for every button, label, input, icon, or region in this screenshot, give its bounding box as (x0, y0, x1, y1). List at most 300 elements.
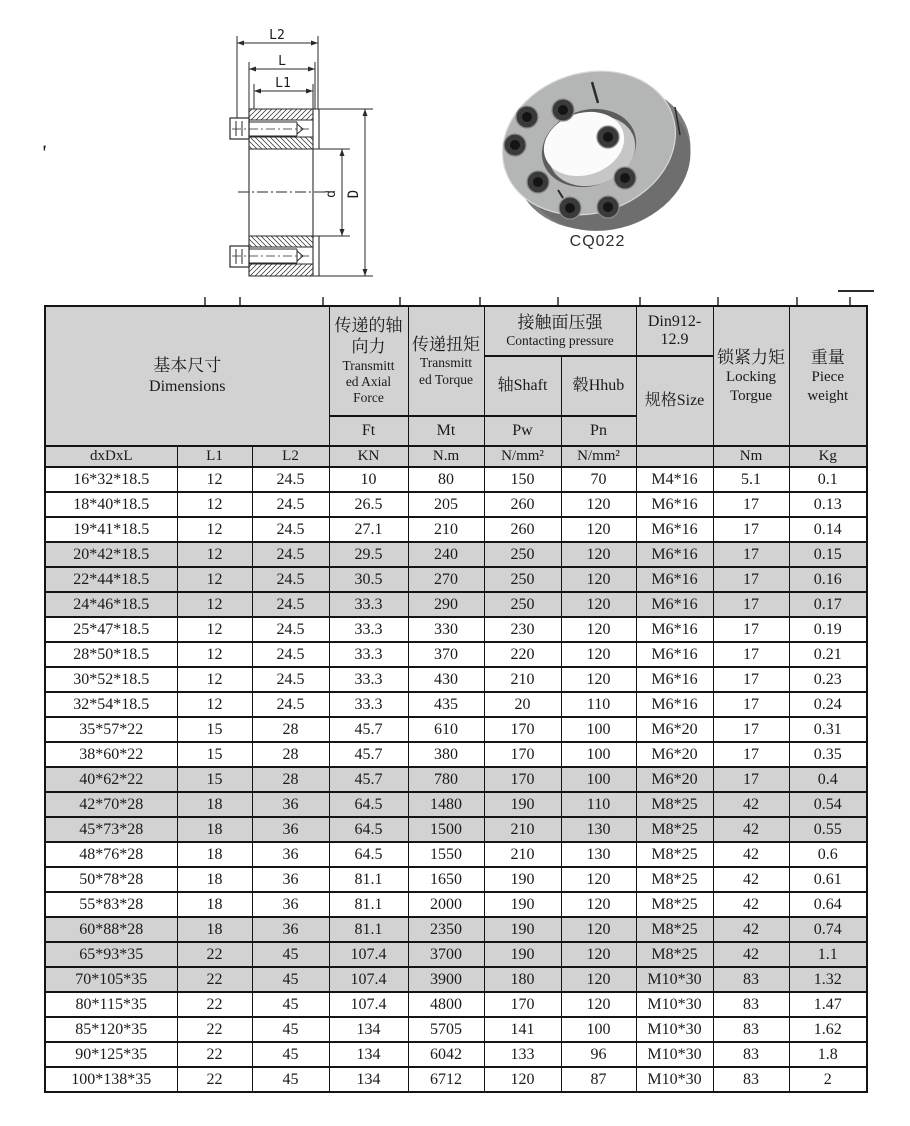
table-cell: 29.5 (329, 542, 408, 567)
table-cell: 45 (252, 1042, 329, 1067)
table-cell: 45.7 (329, 767, 408, 792)
header-screw-standard (636, 306, 713, 356)
table-cell: 85*120*35 (45, 1017, 177, 1042)
header-torque-en1: Transmitt (419, 355, 473, 371)
unit-kn: KN (329, 446, 408, 467)
table-cell: M10*30 (636, 1042, 713, 1067)
table-cell: 430 (408, 667, 484, 692)
table-row (45, 1067, 867, 1092)
table-cell: 24.5 (252, 467, 329, 492)
table-cell: 16*32*18.5 (45, 467, 177, 492)
table-cell: M6*20 (636, 717, 713, 742)
table-cell: 40*62*22 (45, 767, 177, 792)
table-cell: 100 (561, 1017, 636, 1042)
header-contact-pressure (484, 306, 636, 356)
table-cell: 64.5 (329, 792, 408, 817)
table-cell: 1550 (408, 842, 484, 867)
dim-label-D: D (346, 189, 362, 199)
table-cell: 24.5 (252, 667, 329, 692)
table-cell: 42 (713, 842, 789, 867)
table-cell: M8*25 (636, 942, 713, 967)
table-cell: 45 (252, 942, 329, 967)
table-cell: 12 (177, 617, 252, 642)
table-cell: 0.15 (789, 542, 867, 567)
table-row (45, 1042, 867, 1067)
table-row (45, 742, 867, 767)
table-cell: 100 (561, 717, 636, 742)
product-photo (490, 55, 705, 255)
table-cell: 28 (252, 742, 329, 767)
table-cell: 1500 (408, 817, 484, 842)
table-cell: 270 (408, 567, 484, 592)
table-cell: M6*16 (636, 692, 713, 717)
table-cell: M8*25 (636, 867, 713, 892)
table-cell: 60*88*28 (45, 917, 177, 942)
table-cell: 83 (713, 1042, 789, 1067)
table-cell: 12 (177, 592, 252, 617)
table-cell: 120 (484, 1067, 561, 1092)
table-cell: 19*41*18.5 (45, 517, 177, 542)
table-cell: 64.5 (329, 842, 408, 867)
table-cell: 24.5 (252, 617, 329, 642)
table-cell: 22 (177, 1017, 252, 1042)
table-cell: 220 (484, 642, 561, 667)
header-shaft-label: 轴Shaft (497, 377, 548, 394)
table-cell: 33.3 (329, 667, 408, 692)
table-cell: M6*16 (636, 567, 713, 592)
table-cell: 17 (713, 492, 789, 517)
header-axial-en1: Transmitt (342, 357, 395, 373)
header-locking-zh: 锁紧力矩 (717, 348, 786, 368)
table-cell: 3700 (408, 942, 484, 967)
dim-label-l2: L2 (269, 28, 285, 43)
table-cell: 0.31 (789, 717, 867, 742)
table-cell: 380 (408, 742, 484, 767)
table-cell: M6*20 (636, 742, 713, 767)
table-cell: 45*73*28 (45, 817, 177, 842)
header-weight-en2: weight (807, 387, 849, 404)
table-cell: M6*16 (636, 642, 713, 667)
table-cell: 150 (484, 467, 561, 492)
table-cell: 45 (252, 1017, 329, 1042)
table-cell: 12 (177, 667, 252, 692)
header-weight-zh: 重量 (810, 348, 845, 368)
unit-nm: N.m (408, 446, 484, 467)
table-cell: 5705 (408, 1017, 484, 1042)
table-cell: M10*30 (636, 1067, 713, 1092)
table-row (45, 942, 867, 967)
table-row (45, 717, 867, 742)
table-cell: 87 (561, 1067, 636, 1092)
table-cell: 17 (713, 642, 789, 667)
table-cell: 120 (561, 592, 636, 617)
table-cell: 28 (252, 767, 329, 792)
table-row (45, 792, 867, 817)
table-cell: 28*50*18.5 (45, 642, 177, 667)
table-cell: 12 (177, 542, 252, 567)
table-cell: 120 (561, 992, 636, 1017)
table-cell: 28 (252, 717, 329, 742)
table-cell: 180 (484, 967, 561, 992)
table-cell: 17 (713, 517, 789, 542)
header-symbol-ft: Ft (329, 416, 408, 446)
header-shaft (484, 356, 561, 416)
table-cell: 190 (484, 892, 561, 917)
table-cell: 2350 (408, 917, 484, 942)
stray-mark: ' (40, 139, 48, 166)
table-cell: 0.35 (789, 742, 867, 767)
table-cell: 6712 (408, 1067, 484, 1092)
table-cell: 5.1 (713, 467, 789, 492)
table-cell: 17 (713, 592, 789, 617)
table-cell: 18 (177, 917, 252, 942)
table-cell: 170 (484, 767, 561, 792)
table-cell: 610 (408, 717, 484, 742)
table-cell: 0.1 (789, 467, 867, 492)
table-cell: 45.7 (329, 717, 408, 742)
header-torque-zh: 传递扭矩 (412, 334, 480, 354)
table-row (45, 917, 867, 942)
table-cell: 36 (252, 917, 329, 942)
table-cell: 1.1 (789, 942, 867, 967)
table-cell: 36 (252, 817, 329, 842)
header-symbol-mt: Mt (408, 416, 484, 446)
table-cell: M6*16 (636, 542, 713, 567)
table-cell: 190 (484, 792, 561, 817)
table-cell: 33.3 (329, 617, 408, 642)
table-cell: 1.8 (789, 1042, 867, 1067)
table-cell: M8*25 (636, 892, 713, 917)
table-cell: M10*30 (636, 992, 713, 1017)
table-cell: 42 (713, 867, 789, 892)
table-cell: 107.4 (329, 967, 408, 992)
table-cell: 330 (408, 617, 484, 642)
table-cell: 17 (713, 742, 789, 767)
technical-drawing (180, 10, 440, 300)
table-cell: 18*40*18.5 (45, 492, 177, 517)
table-cell: 130 (561, 817, 636, 842)
table-cell: 120 (561, 867, 636, 892)
table-cell: 120 (561, 917, 636, 942)
table-cell: 260 (484, 517, 561, 542)
table-cell: 81.1 (329, 892, 408, 917)
table-cell: 83 (713, 992, 789, 1017)
table-cell: 130 (561, 842, 636, 867)
table-cell: 250 (484, 592, 561, 617)
table-cell: 120 (561, 942, 636, 967)
header-axial-en3: Force (353, 390, 384, 406)
table-cell: 133 (484, 1042, 561, 1067)
header-dimensions (45, 306, 329, 446)
table-cell: 290 (408, 592, 484, 617)
table-row (45, 517, 867, 542)
header-locking-en2: Torgue (730, 387, 773, 404)
table-cell: 20*42*18.5 (45, 542, 177, 567)
header-hub (561, 356, 636, 416)
table-cell: 120 (561, 892, 636, 917)
table-cell: 0.74 (789, 917, 867, 942)
table-row (45, 642, 867, 667)
table-cell: 33.3 (329, 692, 408, 717)
dim-label-l1: L1 (275, 76, 291, 91)
table-cell: 250 (484, 542, 561, 567)
table-row (45, 692, 867, 717)
table-cell: 17 (713, 767, 789, 792)
table-cell: 70 (561, 467, 636, 492)
table-cell: M8*25 (636, 842, 713, 867)
table-cell: 110 (561, 792, 636, 817)
table-cell: M10*30 (636, 967, 713, 992)
table-cell: 100*138*35 (45, 1067, 177, 1092)
table-cell: 48*76*28 (45, 842, 177, 867)
table-cell: M4*16 (636, 467, 713, 492)
table-cell: 120 (561, 617, 636, 642)
header-symbol-pw: Pw (484, 416, 561, 446)
table-cell: 120 (561, 642, 636, 667)
table-cell: 42*70*28 (45, 792, 177, 817)
table-cell: 22 (177, 1042, 252, 1067)
table-cell: 18 (177, 892, 252, 917)
unit-l2: L2 (252, 446, 329, 467)
unit-kg: Kg (789, 446, 867, 467)
table-cell: 33.3 (329, 592, 408, 617)
table-cell: 134 (329, 1042, 408, 1067)
table-cell: M8*25 (636, 917, 713, 942)
table-cell: 30*52*18.5 (45, 667, 177, 692)
table-cell: 24.5 (252, 542, 329, 567)
table-cell: 15 (177, 742, 252, 767)
table-fragment-above (150, 284, 874, 306)
table-row (45, 892, 867, 917)
table-cell: 120 (561, 492, 636, 517)
table-cell: 0.21 (789, 642, 867, 667)
table-cell: 55*83*28 (45, 892, 177, 917)
table-cell: 12 (177, 567, 252, 592)
table-cell: 190 (484, 917, 561, 942)
table-cell: 1.62 (789, 1017, 867, 1042)
table-cell: M6*16 (636, 492, 713, 517)
table-cell: 210 (484, 667, 561, 692)
table-cell: 205 (408, 492, 484, 517)
table-cell: 4800 (408, 992, 484, 1017)
table-cell: 0.17 (789, 592, 867, 617)
table-cell: 81.1 (329, 917, 408, 942)
table-cell: M6*16 (636, 517, 713, 542)
table-cell: 18 (177, 792, 252, 817)
table-cell: 0.14 (789, 517, 867, 542)
header-dimensions-zh: 基本尺寸 (153, 356, 222, 376)
table-cell: 17 (713, 692, 789, 717)
table-cell: 12 (177, 517, 252, 542)
table-cell: 24.5 (252, 492, 329, 517)
dim-label-l: L (278, 54, 286, 69)
table-cell: 120 (561, 567, 636, 592)
table-cell: 22 (177, 967, 252, 992)
table-cell: 190 (484, 942, 561, 967)
header-locking-torque (713, 306, 789, 446)
table-cell: M6*20 (636, 767, 713, 792)
header-axial-en2: ed Axial (345, 374, 392, 390)
table-cell: 1.32 (789, 967, 867, 992)
table-cell: 0.19 (789, 617, 867, 642)
table-cell: 170 (484, 717, 561, 742)
table-cell: 24*46*18.5 (45, 592, 177, 617)
table-cell: 12 (177, 467, 252, 492)
table-cell: 170 (484, 992, 561, 1017)
unit-l1: L1 (177, 446, 252, 467)
table-cell: 15 (177, 717, 252, 742)
header-dimensions-en: Dimensions (149, 377, 226, 395)
table-cell: 42 (713, 942, 789, 967)
header-din-line2: 12.9 (660, 331, 689, 348)
table-cell: 1650 (408, 867, 484, 892)
table-cell: 45.7 (329, 742, 408, 767)
header-hub-label: 毂Hhub (572, 377, 625, 394)
table-cell: 0.4 (789, 767, 867, 792)
table-cell: 0.24 (789, 692, 867, 717)
table-row (45, 967, 867, 992)
table-cell: 0.6 (789, 842, 867, 867)
table-cell: 100 (561, 742, 636, 767)
unit-nmm2-hub: N/mm² (561, 446, 636, 467)
table-cell: 190 (484, 867, 561, 892)
table-cell: 1.47 (789, 992, 867, 1017)
table-cell: 32*54*18.5 (45, 692, 177, 717)
table-row (45, 817, 867, 842)
table-cell: 0.23 (789, 667, 867, 692)
table-cell: 22 (177, 992, 252, 1017)
table-cell: 24.5 (252, 592, 329, 617)
table-cell: 107.4 (329, 942, 408, 967)
unit-dxdxl: dxDxL (45, 446, 177, 467)
table-cell: 120 (561, 517, 636, 542)
table-cell: 100 (561, 767, 636, 792)
table-cell: 20 (484, 692, 561, 717)
table-cell: 0.64 (789, 892, 867, 917)
table-cell: 12 (177, 492, 252, 517)
table-cell: 17 (713, 617, 789, 642)
table-cell: 81.1 (329, 867, 408, 892)
table-cell: 35*57*22 (45, 717, 177, 742)
product-code: CQ022 (569, 233, 626, 250)
table-cell: 36 (252, 892, 329, 917)
header-weight-en1: Piece (811, 369, 844, 386)
unit-locking-nm: Nm (713, 446, 789, 467)
table-row (45, 492, 867, 517)
table-cell: 260 (484, 492, 561, 517)
table-cell: 0.55 (789, 817, 867, 842)
table-cell: 83 (713, 967, 789, 992)
table-cell: 6042 (408, 1042, 484, 1067)
table-cell: M6*16 (636, 667, 713, 692)
table-cell: 0.13 (789, 492, 867, 517)
table-cell: 22 (177, 1067, 252, 1092)
table-cell: 26.5 (329, 492, 408, 517)
unit-size-empty (636, 446, 713, 467)
header-size-label: 规格Size (644, 392, 705, 409)
table-cell: 2 (789, 1067, 867, 1092)
table-row (45, 467, 867, 492)
table-cell: 1480 (408, 792, 484, 817)
table-cell: 18 (177, 842, 252, 867)
table-cell: 17 (713, 717, 789, 742)
header-locking-en1: Locking (726, 369, 777, 386)
table-row (45, 867, 867, 892)
table-row (45, 542, 867, 567)
table-cell: 435 (408, 692, 484, 717)
header-contact-en: Contacting pressure (506, 333, 614, 349)
header-symbol-pn: Pn (561, 416, 636, 446)
table-cell: 3900 (408, 967, 484, 992)
table-cell: 42 (713, 792, 789, 817)
table-row (45, 667, 867, 692)
table-cell: 36 (252, 842, 329, 867)
table-cell: 83 (713, 1017, 789, 1042)
table-cell: 90*125*35 (45, 1042, 177, 1067)
table-cell: 24.5 (252, 567, 329, 592)
table-cell: 134 (329, 1067, 408, 1092)
screw-top (230, 118, 309, 139)
table-cell: 170 (484, 742, 561, 767)
table-cell: 36 (252, 792, 329, 817)
table-cell: 42 (713, 892, 789, 917)
table-cell: 22 (177, 942, 252, 967)
table-cell: 120 (561, 542, 636, 567)
table-cell: 45 (252, 992, 329, 1017)
table-cell: 38*60*22 (45, 742, 177, 767)
table-row (45, 1017, 867, 1042)
table-cell: M10*30 (636, 1017, 713, 1042)
table-row (45, 842, 867, 867)
table-cell: 33.3 (329, 642, 408, 667)
table-cell: 15 (177, 767, 252, 792)
table-cell: 0.61 (789, 867, 867, 892)
header-contact-zh: 接触面压强 (517, 313, 603, 333)
table-cell: 18 (177, 867, 252, 892)
table-cell: M6*16 (636, 592, 713, 617)
table-cell: 110 (561, 692, 636, 717)
table-cell: 17 (713, 567, 789, 592)
table-cell: 24.5 (252, 642, 329, 667)
table-cell: 12 (177, 692, 252, 717)
table-cell: 42 (713, 917, 789, 942)
header-torque-en2: ed Torque (419, 371, 473, 387)
table-cell: 30.5 (329, 567, 408, 592)
table-row (45, 992, 867, 1017)
table-cell: 80*115*35 (45, 992, 177, 1017)
table-cell: 230 (484, 617, 561, 642)
table-cell: 210 (484, 842, 561, 867)
spec-table (44, 305, 868, 1093)
table-cell: M8*25 (636, 817, 713, 842)
table-cell: 240 (408, 542, 484, 567)
table-cell: 64.5 (329, 817, 408, 842)
table-cell: 120 (561, 667, 636, 692)
table-cell: 780 (408, 767, 484, 792)
table-cell: 0.54 (789, 792, 867, 817)
header-axial-zh: 传递的轴向力 (334, 316, 403, 357)
table-cell: 210 (408, 517, 484, 542)
table-cell: M8*25 (636, 792, 713, 817)
table-cell: 18 (177, 817, 252, 842)
table-cell: 50*78*28 (45, 867, 177, 892)
table-cell: 370 (408, 642, 484, 667)
header-size (636, 356, 713, 446)
table-row (45, 567, 867, 592)
table-cell: 83 (713, 1067, 789, 1092)
table-cell: 250 (484, 567, 561, 592)
table-cell: 0.16 (789, 567, 867, 592)
